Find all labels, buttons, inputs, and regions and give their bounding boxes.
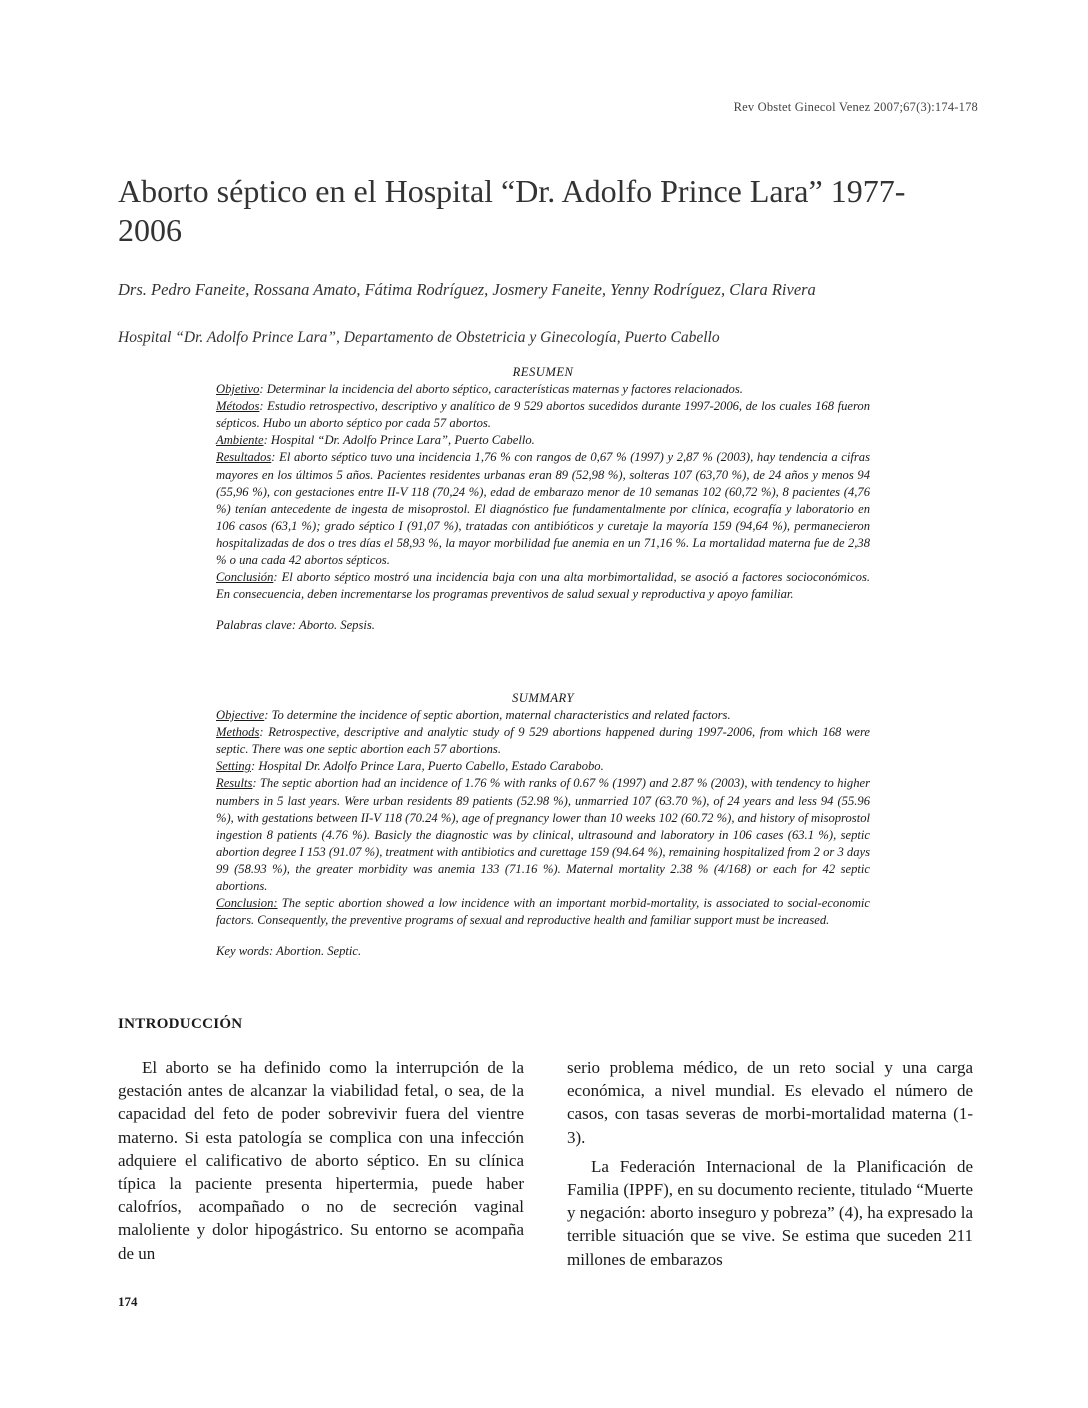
summary-conclusion [216, 895, 870, 929]
page-number: 174 [118, 1294, 138, 1309]
summary-methods [216, 724, 870, 758]
resumen-ambiente [216, 432, 870, 449]
metodos-text: : Estudio retrospectivo, descriptivo y analítico de 9 529 abortos sucedidos durante 1997-2006, de los cuales 168 fueron sépticos. Hubo un aborto séptico por cada 57 abortos. [216, 399, 870, 431]
resumen-resultados [216, 449, 870, 569]
summary-section [216, 690, 870, 960]
intro-paragraph-1: El aborto se ha definido como la interrupción de la gestación antes de alcanzar la viabilidad fetal, o sea, de la capacidad del feto de poder sobrevivir fuera del vientre materno. Si esta patología se complica con una infección adquiere el calificativo de aborto séptico. En su clínica típica la paciente presenta hipertermia, puede haber calofríos, acompañado o no de secreción vaginal maloliente y dolor hipogástrico. Su entorno se acompaña de un [118, 1058, 524, 1263]
summary-setting [216, 758, 870, 775]
key-words: Key words: Abortion. Septic. [216, 944, 362, 959]
conclusion-label-en: Conclusion: [216, 896, 278, 911]
affiliation: Hospital “Dr. Adolfo Prince Lara”, Departamento de Obstetricia y Ginecología, Puerto Cabello [118, 329, 720, 346]
resultados-label: Resultados [216, 450, 272, 465]
palabras-clave: Palabras clave: Aborto. Sepsis. [216, 618, 375, 633]
conclusion-label: Conclusión [216, 570, 274, 585]
journal-reference: Rev Obstet Ginecol Venez 2007;67(3):174-178 [733, 100, 978, 114]
setting-text: : Hospital Dr. Adolfo Prince Lara, Puerto Cabello, Estado Carabobo. [250, 759, 604, 774]
conclusion-text: : El aborto séptico mostró una incidencia baja con una alta morbimortalidad, se asoció a factores socioconómicos. En consecuencia, deben incrementarse los programas preventivos de salud sexual y reproductiva y apoyo familiar. [216, 570, 870, 602]
resumen-objetivo [216, 381, 870, 398]
author-list: Drs. Pedro Faneite, Rossana Amato, Fátima Rodríguez, Josmery Faneite, Yenny Rodríguez, Clara Rivera [118, 280, 816, 299]
ambiente-text: : Hospital “Dr. Adolfo Prince Lara”, Puerto Cabello. [263, 433, 535, 448]
results-label: Results [216, 776, 253, 791]
methods-text: : Retrospective, descriptive and analytic study of 9 529 abortions happened during 1997-2006, from which 168 were septic. There was one septic abortion each 57 abortions. [216, 725, 870, 757]
resumen-conclusion [216, 569, 870, 603]
article-title: Aborto séptico en el Hospital “Dr. Adolfo Prince Lara” 1977-2006 [118, 173, 906, 248]
objetivo-label: Objetivo [216, 382, 260, 397]
methods-label: Methods [216, 725, 260, 740]
intro-paragraph-2: serio problema médico, de un reto social y una carga económica, a nivel mundial. Es elevado el número de casos, con tasas severas de morbi-mortalidad materna (1-3). [567, 1058, 973, 1147]
summary-heading: SUMMARY [511, 691, 575, 705]
intro-column-right [567, 1056, 973, 1271]
resumen-metodos [216, 398, 870, 432]
intro-heading: INTRODUCCIÓN [118, 1016, 243, 1032]
objetivo-text: : Determinar la incidencia del aborto séptico, características maternas y factores relacionados. [259, 382, 743, 397]
summary-objective [216, 707, 870, 724]
results-text: : The septic abortion had an incidence of 1.76 % with ranks of 0.67 % (1997) and 2.87 % (2003), with tendency to higher numbers in 5 last years. Were urban residents 89 patients (52.98 %), unmarried 107 (63.70 %), of 24 years and less 94 (55.96 %), with gestations between II-V 118 (70.24 %), age of pregnancy lower than 10 weeks 102 (60.72 %), and history of misoprostol ingestion 8 patients (4.76 %). Basicly the diagnostic was by clinical, ultrasound and laboratory in 106 cases (63.1 %), septic abortion degree I 153 (91.07 %), treatment with antibiotics and curettage 159 (94.64 %), remaining hospitalized from 2 or 3 days 99 (58.93 %), the greater morbidity was anemia 133 (71.16 %). Maternal mortality 2.38 % (4/168) or each for 42 septic abortions. [216, 776, 870, 894]
conclusion-text-en: The septic abortion showed a low incidence with an important morbid-mortality, is associated to social-economic factors. Consequently, the preventive programs of sexual and reproductive health and familiar support must be increased. [216, 896, 870, 928]
ambiente-label: Ambiente [216, 433, 264, 448]
objective-text: : To determine the incidence of septic abortion, maternal characteristics and related factors. [264, 708, 731, 723]
resumen-heading: RESUMEN [512, 365, 574, 379]
summary-results [216, 775, 870, 895]
metodos-label: Métodos [216, 399, 260, 414]
intro-paragraph-3: La Federación Internacional de la Planificación de Familia (IPPF), en su documento reciente, titulado “Muerte y negación: aborto inseguro y pobreza” (4), ha expresado la terrible situación que se vive. Se estima que suceden 211 millones de embarazos [567, 1156, 973, 1269]
resumen-section [216, 364, 870, 634]
intro-column-left [118, 1056, 524, 1265]
objective-label: Objective [216, 708, 265, 723]
setting-label: Setting [216, 759, 251, 774]
resultados-text: : El aborto séptico tuvo una incidencia 1,76 % con rangos de 0,67 % (1997) y 2,87 % (2003), hay tendencia a cifras mayores en los últimos 5 años. Pacientes residentes urbanas eran 89 (52,98 %), solteras 107 (63,70 %), de 24 años y menos 94 (55,96 %), con gestaciones entre II-V 118 (70,24 %), edad de embarazo menor de 10 semanas 102 (60,72 %), 8 pacientes (4,76 %) tenían antecedente de ingesta de misoprostol. El diagnóstico fue fundamentalmente por clínica, ecografía y laboratorio en 106 casos (63,1 %); grado séptico I (91,07 %), tratadas con antibióticos y curetaje la mayoría 159 (94,64 %), permanecieron hospitalizadas de dos o tres días el 58,93 %, la mayor morbilidad fue anemia en un 71,16 %. La mortalidad materna fue de 2,38 % o una cada 42 abortos sépticos. [216, 450, 870, 568]
